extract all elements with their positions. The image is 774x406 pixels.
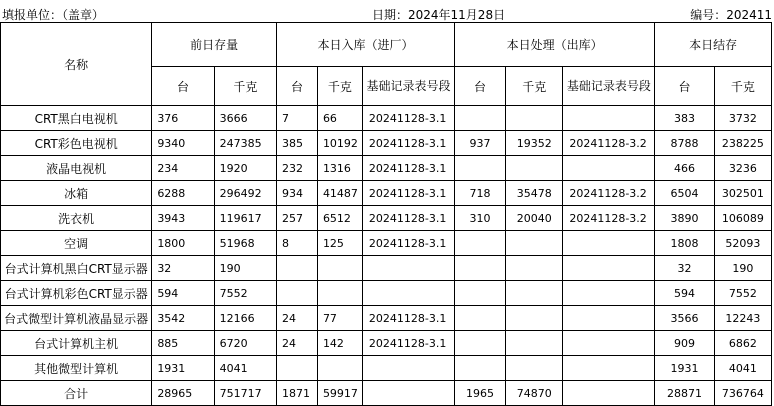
inventory-table [0,22,772,406]
cell-in-kg: 1316 [317,156,362,181]
cell-prev-tai: 3542 [152,306,214,331]
cell-in-tai [277,356,318,381]
cell-in-rec [362,356,454,381]
cell-in-rec [362,381,454,406]
cell-in-rec: 20241128-3.1 [362,331,454,356]
reporting-unit-label: 填报单位：（盖章） [2,8,105,22]
cell-out-rec [563,381,655,406]
cell-out-rec: 20241128-3.2 [563,206,655,231]
cell-prev-kg: 4041 [214,356,276,381]
cell-end-kg: 4041 [714,356,771,381]
cell-in-tai [277,281,318,306]
cell-out-kg [506,356,563,381]
col-group-inbound: 本日入库（进厂） [277,23,455,67]
cell-end-kg: 7552 [714,281,771,306]
cell-end-tai: 466 [655,156,714,181]
cell-name: 台式计算机黑白CRT显示器 [1,256,152,281]
cell-out-kg [506,281,563,306]
cell-in-rec: 20241128-3.1 [362,231,454,256]
table-row [1,306,772,331]
cell-in-tai: 24 [277,306,318,331]
col-header-out-kg: 千克 [506,67,563,106]
table-row [1,131,772,156]
cell-prev-kg: 751717 [214,381,276,406]
cell-prev-tai: 3943 [152,206,214,231]
cell-prev-kg: 296492 [214,181,276,206]
cell-in-rec: 20241128-3.1 [362,131,454,156]
cell-name: 洗衣机 [1,206,152,231]
cell-prev-kg: 7552 [214,281,276,306]
cell-out-rec [563,256,655,281]
table-row [1,256,772,281]
cell-out-tai [454,156,505,181]
col-header-prev-kg: 千克 [214,67,276,106]
cell-end-tai: 3566 [655,306,714,331]
cell-name: 台式计算机彩色CRT显示器 [1,281,152,306]
cell-name: CRT彩色电视机 [1,131,152,156]
cell-end-kg: 736764 [714,381,771,406]
cell-in-rec [362,281,454,306]
cell-in-kg: 41487 [317,181,362,206]
cell-out-kg: 35478 [506,181,563,206]
col-header-end-tai: 台 [655,67,714,106]
cell-end-kg: 190 [714,256,771,281]
cell-in-rec: 20241128-3.1 [362,106,454,131]
cell-in-tai: 257 [277,206,318,231]
cell-end-kg: 302501 [714,181,771,206]
cell-out-kg [506,106,563,131]
cell-name: 台式微型计算机液晶显示器 [1,306,152,331]
cell-prev-tai: 885 [152,331,214,356]
cell-out-kg [506,231,563,256]
cell-in-kg: 125 [317,231,362,256]
cell-in-tai: 8 [277,231,318,256]
cell-in-kg: 66 [317,106,362,131]
cell-in-kg [317,356,362,381]
cell-name: 空调 [1,231,152,256]
cell-out-kg: 20040 [506,206,563,231]
cell-in-tai: 1871 [277,381,318,406]
cell-end-kg: 238225 [714,131,771,156]
cell-out-kg: 19352 [506,131,563,156]
cell-in-rec: 20241128-3.1 [362,206,454,231]
cell-out-tai: 1965 [454,381,505,406]
table-row [1,281,772,306]
cell-end-tai: 32 [655,256,714,281]
cell-end-kg: 6862 [714,331,771,356]
cell-out-kg [506,156,563,181]
cell-in-tai: 385 [277,131,318,156]
cell-end-tai: 28871 [655,381,714,406]
cell-end-tai: 3890 [655,206,714,231]
table-row [1,181,772,206]
cell-in-tai: 7 [277,106,318,131]
cell-out-tai [454,106,505,131]
cell-out-rec [563,356,655,381]
col-header-end-kg: 千克 [714,67,771,106]
cell-end-tai: 1808 [655,231,714,256]
cell-prev-tai: 9340 [152,131,214,156]
serial-number: 编号：202411 [690,8,772,22]
cell-in-kg: 142 [317,331,362,356]
cell-out-tai [454,256,505,281]
cell-end-tai: 1931 [655,356,714,381]
cell-prev-kg: 190 [214,256,276,281]
cell-out-rec [563,231,655,256]
cell-in-kg: 6512 [317,206,362,231]
cell-prev-kg: 3666 [214,106,276,131]
cell-out-rec [563,106,655,131]
table-row [1,356,772,381]
cell-end-kg: 106089 [714,206,771,231]
cell-out-tai [454,281,505,306]
cell-prev-tai: 6288 [152,181,214,206]
cell-end-kg: 3236 [714,156,771,181]
cell-in-tai: 232 [277,156,318,181]
cell-end-tai: 6504 [655,181,714,206]
cell-name: 合计 [1,381,152,406]
col-group-processed: 本日处理（出库） [454,23,654,67]
cell-end-kg: 52093 [714,231,771,256]
table-row [1,106,772,131]
cell-prev-kg: 51968 [214,231,276,256]
cell-end-kg: 3732 [714,106,771,131]
table-row [1,381,772,406]
cell-prev-tai: 32 [152,256,214,281]
cell-out-kg [506,306,563,331]
cell-end-tai: 909 [655,331,714,356]
cell-in-rec: 20241128-3.1 [362,181,454,206]
cell-in-rec [362,256,454,281]
cell-out-rec [563,306,655,331]
cell-prev-tai: 376 [152,106,214,131]
cell-name: 冰箱 [1,181,152,206]
cell-in-tai [277,256,318,281]
cell-out-kg [506,331,563,356]
cell-name: 台式计算机主机 [1,331,152,356]
cell-end-kg: 12243 [714,306,771,331]
cell-out-rec [563,331,655,356]
cell-out-rec: 20241128-3.2 [563,131,655,156]
table-body [1,106,772,406]
cell-prev-kg: 119617 [214,206,276,231]
cell-prev-kg: 12166 [214,306,276,331]
cell-out-kg [506,256,563,281]
cell-out-kg: 74870 [506,381,563,406]
cell-prev-kg: 6720 [214,331,276,356]
table-row [1,206,772,231]
cell-out-tai: 310 [454,206,505,231]
cell-in-rec: 20241128-3.1 [362,156,454,181]
cell-in-kg: 77 [317,306,362,331]
cell-out-rec: 20241128-3.2 [563,181,655,206]
table-row [1,331,772,356]
cell-prev-tai: 1931 [152,356,214,381]
cell-name: 液晶电视机 [1,156,152,181]
cell-end-tai: 383 [655,106,714,131]
table-row [1,231,772,256]
col-header-out-record: 基础记录表号段 [563,67,655,106]
col-header-prev-tai: 台 [152,67,214,106]
cell-out-rec [563,281,655,306]
report-date: 日期：2024年11月28日 [372,8,506,22]
cell-prev-tai: 594 [152,281,214,306]
cell-name: CRT黑白电视机 [1,106,152,131]
col-group-end-stock: 本日结存 [655,23,772,67]
cell-out-tai [454,356,505,381]
col-header-out-tai: 台 [454,67,505,106]
col-header-in-record: 基础记录表号段 [362,67,454,106]
cell-prev-tai: 234 [152,156,214,181]
col-header-in-kg: 千克 [317,67,362,106]
cell-out-tai [454,231,505,256]
cell-in-rec: 20241128-3.1 [362,306,454,331]
cell-in-kg: 10192 [317,131,362,156]
cell-in-kg [317,256,362,281]
cell-in-tai: 24 [277,331,318,356]
col-group-prev-stock: 前日存量 [152,23,277,67]
cell-prev-tai: 1800 [152,231,214,256]
form-header [0,0,774,24]
table-row [1,156,772,181]
cell-in-kg: 59917 [317,381,362,406]
cell-end-tai: 594 [655,281,714,306]
cell-in-tai: 934 [277,181,318,206]
col-header-in-tai: 台 [277,67,318,106]
cell-in-kg [317,281,362,306]
cell-prev-kg: 247385 [214,131,276,156]
cell-prev-kg: 1920 [214,156,276,181]
cell-out-rec [563,156,655,181]
cell-name: 其他微型计算机 [1,356,152,381]
cell-out-tai: 937 [454,131,505,156]
cell-out-tai: 718 [454,181,505,206]
col-header-name: 名称 [1,23,152,106]
cell-out-tai [454,331,505,356]
cell-prev-tai: 28965 [152,381,214,406]
header-row-groups [1,23,772,67]
cell-end-tai: 8788 [655,131,714,156]
cell-out-tai [454,306,505,331]
